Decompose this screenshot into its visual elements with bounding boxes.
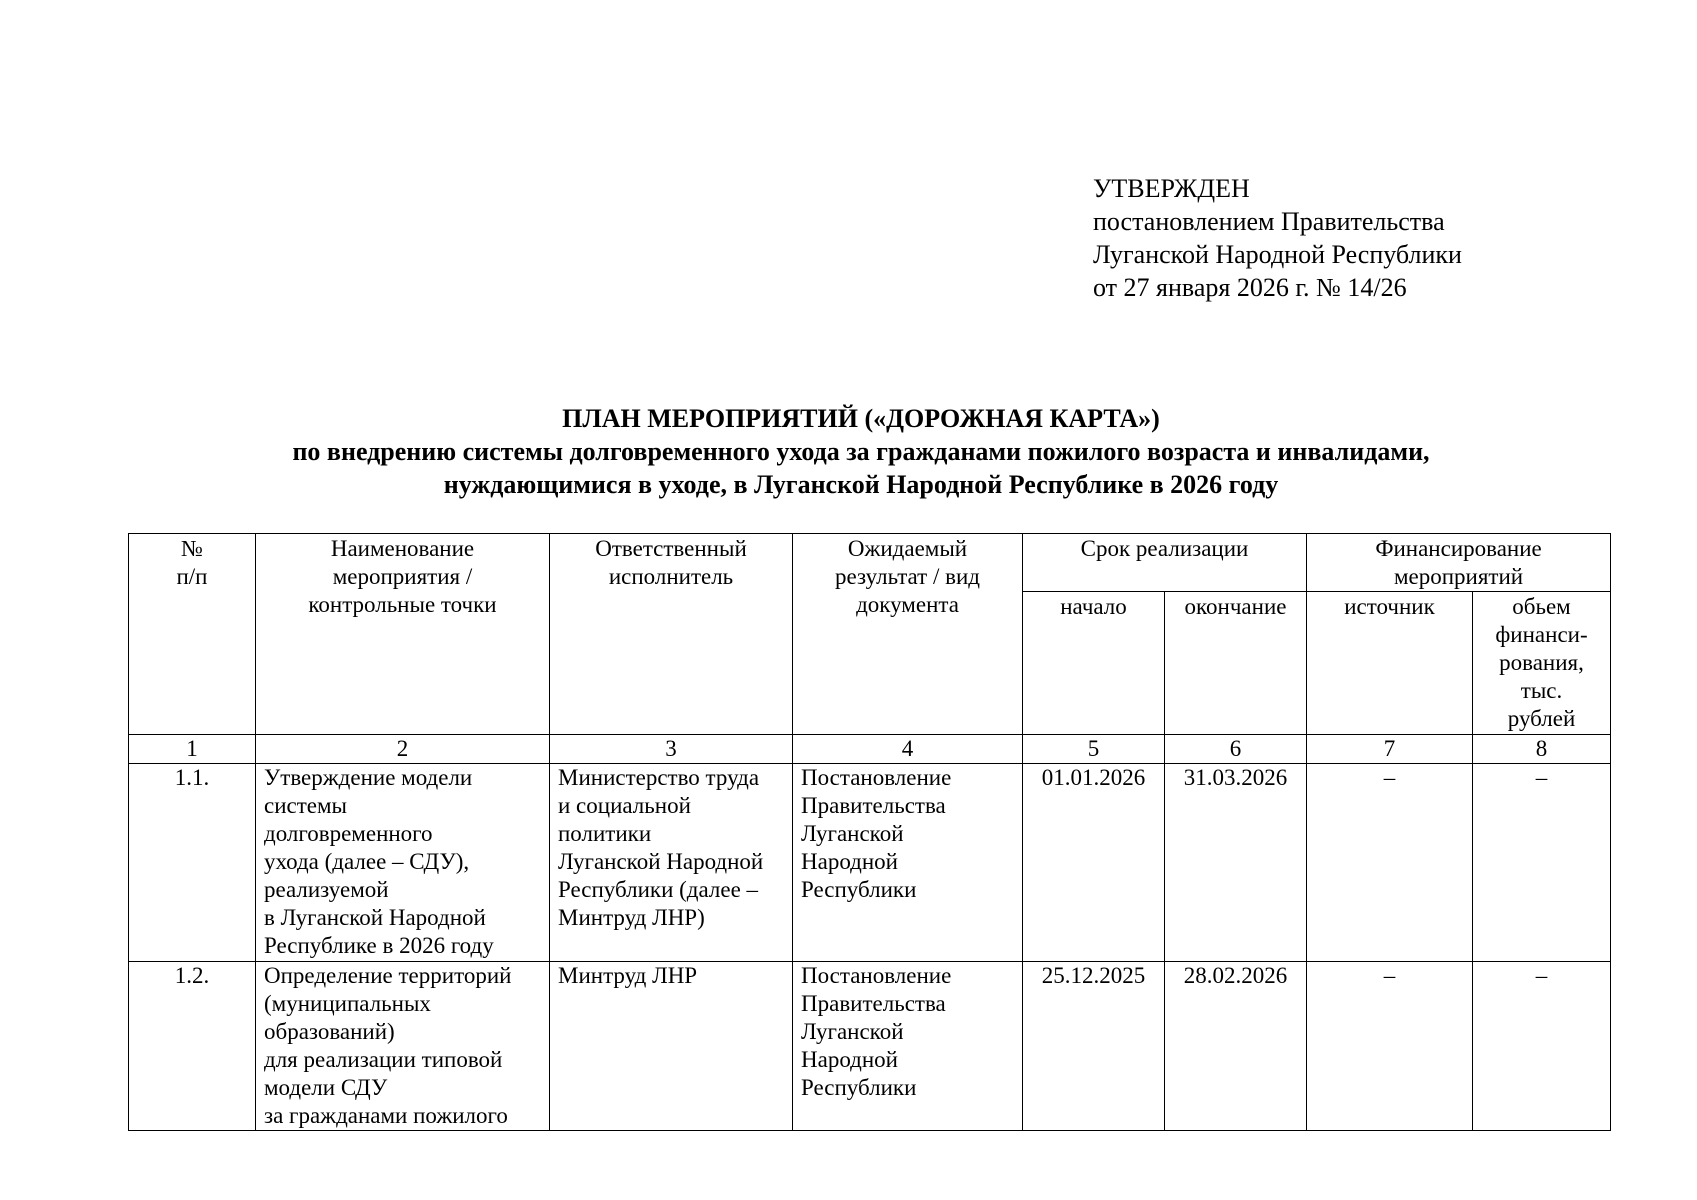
- row-end-date: 31.03.2026: [1165, 764, 1307, 962]
- row-name: Утверждение модели системы долговременного ухода (далее – СДУ), реализуемой в Луганской Народной Республике в 2026 году: [256, 764, 550, 962]
- row-executor: Минтруд ЛНР: [550, 962, 793, 1131]
- header-period-start: начало: [1023, 592, 1165, 735]
- header-result: Ожидаемый результат / вид документа: [793, 534, 1023, 735]
- column-number: 5: [1023, 735, 1165, 764]
- title-line: нуждающимися в уходе, в Луганской Народной Республике в 2026 году: [443, 470, 1279, 499]
- title-line: по внедрению системы долговременного ухода за гражданами пожилого возраста и инвалидами,: [292, 437, 1430, 466]
- document-title: [0, 402, 1697, 501]
- row-fin-source: –: [1307, 962, 1473, 1131]
- row-fin-volume: –: [1473, 962, 1611, 1131]
- approval-line: постановлением Правительства: [1093, 207, 1445, 236]
- row-fin-volume: –: [1473, 764, 1611, 962]
- approval-line: Луганской Народной Республики: [1093, 240, 1462, 269]
- row-start-date: 25.12.2025: [1023, 962, 1165, 1131]
- column-number: 2: [256, 735, 550, 764]
- approval-block: [1093, 172, 1462, 304]
- header-name: Наименование мероприятия / контрольные точки: [256, 534, 550, 735]
- table-row: [129, 764, 1611, 962]
- column-number: 3: [550, 735, 793, 764]
- header-executor: Ответственный исполнитель: [550, 534, 793, 735]
- approval-date: от 27 января 2026 г. № 14/26: [1093, 273, 1407, 302]
- column-number: 1: [129, 735, 256, 764]
- column-number-row: [129, 735, 1611, 764]
- header-num: № п/п: [129, 534, 256, 735]
- row-executor: Министерство труда и социальной политики Луганской Народной Республики (далее – Минтруд ЛНР): [550, 764, 793, 962]
- column-number: 8: [1473, 735, 1611, 764]
- row-end-date: 28.02.2026: [1165, 962, 1307, 1131]
- table-row: [129, 962, 1611, 1131]
- row-num: 1.1.: [129, 764, 256, 962]
- approval-title: УТВЕРЖДЕН: [1093, 174, 1250, 203]
- column-number: 4: [793, 735, 1023, 764]
- header-period: Срок реализации: [1023, 534, 1307, 592]
- header-fin-source: источник: [1307, 592, 1473, 735]
- header-fin-volume: обьем финанси- рования, тыс. рублей: [1473, 592, 1611, 735]
- row-fin-source: –: [1307, 764, 1473, 962]
- row-result: Постановление Правительства Луганской Народной Республики: [793, 962, 1023, 1131]
- header-row: [129, 534, 1611, 592]
- row-start-date: 01.01.2026: [1023, 764, 1165, 962]
- row-num: 1.2.: [129, 962, 256, 1131]
- header-financing: Финансирование мероприятий: [1307, 534, 1611, 592]
- row-result: Постановление Правительства Луганской Народной Республики: [793, 764, 1023, 962]
- row-name: Определение территорий (муниципальных образований) для реализации типовой модели СДУ за гражданами пожилого: [256, 962, 550, 1131]
- title-line: ПЛАН МЕРОПРИЯТИЙ («ДОРОЖНАЯ КАРТА»): [562, 404, 1160, 433]
- column-number: 6: [1165, 735, 1307, 764]
- column-number: 7: [1307, 735, 1473, 764]
- roadmap-table: [128, 533, 1611, 1131]
- header-period-end: окончание: [1165, 592, 1307, 735]
